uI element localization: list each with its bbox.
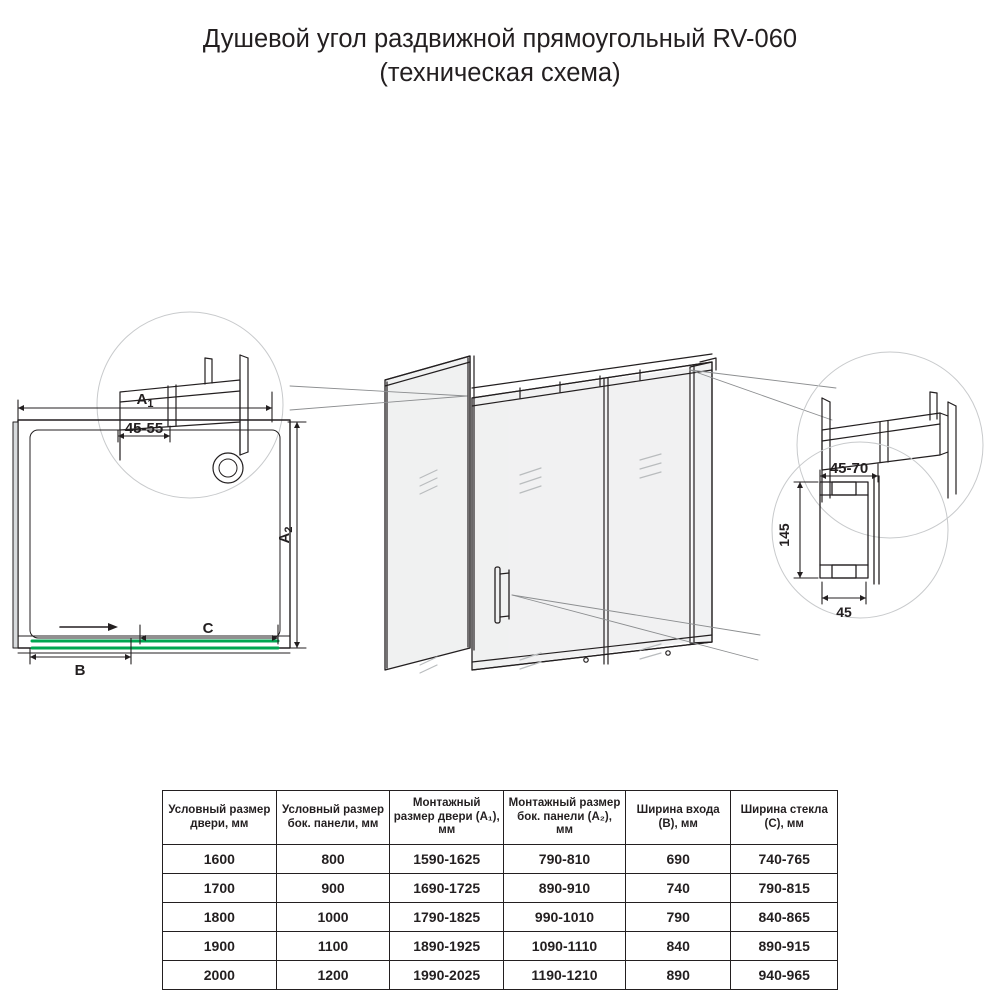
page-title-line2: (техническая схема) (379, 59, 621, 87)
table-cell: 890-915 (731, 932, 838, 961)
detail-top-right-dimension-label: 45-70 (829, 460, 869, 477)
table-cell: 1990-2025 (390, 961, 504, 990)
table-header-cell-4: Ширина входа (B), мм (625, 791, 731, 845)
table-row (163, 874, 838, 903)
table-cell: 890 (625, 961, 731, 990)
table-cell: 1200 (276, 961, 390, 990)
enclosure-3d-view (385, 354, 716, 673)
table-row (163, 903, 838, 932)
handle-width-label: 45 (836, 604, 852, 620)
handle-height-label: 145 (776, 523, 792, 547)
table-cell: 840-865 (731, 903, 838, 932)
table-cell: 740-765 (731, 845, 838, 874)
table-row (163, 961, 838, 990)
table-cell: 1890-1925 (390, 932, 504, 961)
table-cell: 1800 (163, 903, 277, 932)
table-cell: 1690-1725 (390, 874, 504, 903)
table-cell: 2000 (163, 961, 277, 990)
technical-drawing (0, 130, 1000, 780)
table-cell: 900 (276, 874, 390, 903)
spec-table-wrap (162, 790, 838, 990)
table-cell: 1190-1210 (504, 961, 626, 990)
table-cell: 940-965 (731, 961, 838, 990)
table-cell: 1790-1825 (390, 903, 504, 932)
detail-top-left-dimension-label: 45-55 (124, 420, 164, 437)
table-cell: 1900 (163, 932, 277, 961)
detail-top-left (97, 312, 283, 498)
page-title-line1: Душевой угол раздвижной прямоугольный RV-060 (202, 25, 798, 53)
table-cell: 840 (625, 932, 731, 961)
label-c: C (202, 620, 214, 637)
table-row (163, 932, 838, 961)
table-cell: 1700 (163, 874, 277, 903)
table-cell: 790-815 (731, 874, 838, 903)
page-title (0, 22, 1000, 90)
dimension-145 (794, 482, 818, 578)
table-cell: 740 (625, 874, 731, 903)
plan-glass-green (32, 641, 278, 648)
label-a1: $A_1$ (136, 391, 154, 410)
table-cell: 1000 (276, 903, 390, 932)
table-cell: 890-910 (504, 874, 626, 903)
spec-table (162, 790, 838, 990)
glass-fill (385, 355, 690, 670)
table-header-row (163, 791, 838, 845)
dimension-45 (822, 582, 866, 604)
table-cell: 1590-1625 (390, 845, 504, 874)
table-cell: 790-810 (504, 845, 626, 874)
table-header-cell-1: Условный размер бок. панели, мм (276, 791, 390, 845)
table-cell: 1600 (163, 845, 277, 874)
table-row (163, 845, 838, 874)
table-cell: 990-1010 (504, 903, 626, 932)
drawing-canvas (0, 130, 1000, 780)
label-b: B (74, 662, 86, 679)
table-header-cell-3: Монтажный размер бок. панели (A₂), мм (504, 791, 626, 845)
table-header-cell-0: Условный размер двери, мм (163, 791, 277, 845)
table-cell: 1090-1110 (504, 932, 626, 961)
table-header-cell-5: Ширина стекла (C), мм (731, 791, 838, 845)
table-header-cell-2: Монтажный размер двери (A₁), мм (390, 791, 504, 845)
table-cell: 790 (625, 903, 731, 932)
detail-top-right (797, 352, 983, 538)
table-cell: 1100 (276, 932, 390, 961)
table-cell: 800 (276, 845, 390, 874)
slide-direction-arrow (60, 623, 118, 631)
label-a2: $A_2$ (276, 526, 295, 544)
table-cell: 690 (625, 845, 731, 874)
